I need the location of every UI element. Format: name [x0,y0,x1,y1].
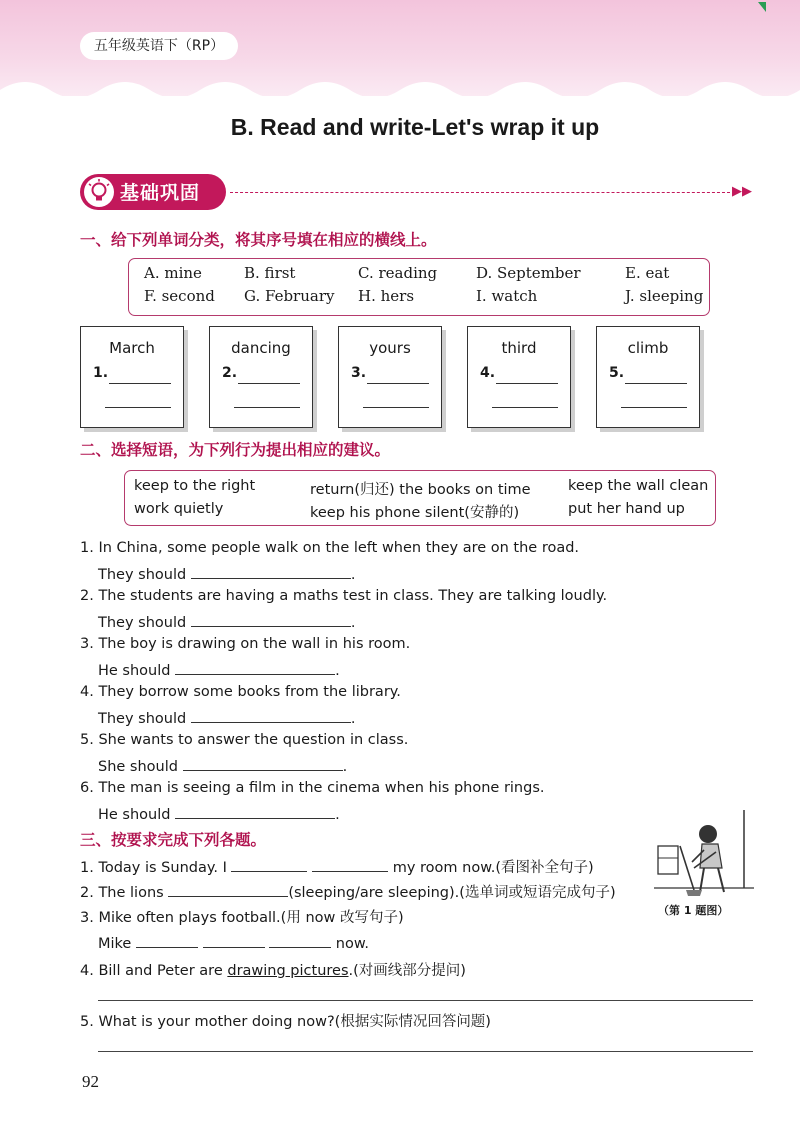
wave-edge [0,60,800,100]
phrase: keep the wall clean [568,478,709,494]
question-hint: .(对画线部分提问) [348,963,466,979]
question-text: 5. What is your mother doing now? [80,1014,335,1030]
answer-blank[interactable] [492,407,558,408]
answer-blank[interactable] [363,407,429,408]
answer-prefix: They should [98,567,187,583]
option: D. September [476,264,581,282]
answer-blank[interactable] [269,933,331,948]
answer-prefix: They should [98,711,187,727]
answer-line: They should . [98,564,355,583]
category-card [596,326,700,428]
answer-blank[interactable] [191,708,351,723]
question-hint: (看图补全句子) [495,860,594,876]
answer-prefix: Mike [98,936,132,952]
answer-line-blank[interactable] [98,1000,753,1001]
answer-blank[interactable] [183,756,343,771]
category-word: third [501,339,537,357]
answer-blank[interactable] [231,857,307,872]
answer-blank[interactable] [621,407,687,408]
phrase: return(归还) the books on time [310,482,531,498]
question: 1. In China, some people walk on the left when they are on the road. [80,540,580,556]
answer-line: She should . [98,756,347,775]
part3-heading: 三、按要求完成下列各题。 [80,831,267,849]
answer-blank[interactable] [625,383,687,384]
phrase: keep to the right [134,478,256,494]
grade-label: 五年级英语下（RP） [80,32,238,60]
question-text: 4. Bill and Peter are [80,963,223,979]
mopping-illustration [650,806,756,902]
page-number: 92 [82,1072,99,1091]
phrase: keep his phone silent(安静的) [310,505,520,521]
question-line [80,856,594,877]
answer-line [98,933,369,952]
question-line [80,959,466,980]
question-hint: (用 now 改写句子) [280,910,404,926]
answer-prefix: They should [98,615,187,631]
category-card [467,326,571,428]
answer-prefix: He should [98,663,171,679]
answer-blank[interactable] [105,407,171,408]
answer-blank[interactable] [203,933,265,948]
option: B. first [244,264,296,282]
answer-line: He should . [98,804,340,823]
question: 6. The man is seeing a film in the cinema when his phone rings. [80,780,545,796]
option: E. eat [625,264,670,282]
answer-blank[interactable] [168,882,288,897]
question: 5. She wants to answer the question in class. [80,732,409,748]
part1-heading: 一、给下列单词分类，将其序号填在相应的横线上。 [80,231,437,249]
category-word: March [109,339,155,357]
answer-suffix: now. [335,936,369,952]
answer-line: They should . [98,612,355,631]
question-text: 2. The lions [80,885,164,901]
option: C. reading [358,264,438,282]
answer-line-blank[interactable] [98,1051,753,1052]
question-text: my room now. [392,860,496,876]
option: A. mine [144,264,202,282]
figure-caption: （第 1 题图） [658,904,729,917]
option: F. second [144,287,215,305]
bulb-icon [84,177,114,207]
question-text: 3. Mike often plays football. [80,910,281,926]
category-card [209,326,313,428]
page-title: B. Read and write-Let's wrap it up [230,114,600,140]
answer-prefix: He should [98,807,171,823]
double-chevron-icon: ▶▶ [732,184,752,199]
category-word: yours [369,339,411,357]
dashed-divider [230,192,730,193]
phrase: put her hand up [568,501,685,517]
question: 2. The students are having a maths test in class. They are talking loudly. [80,588,608,604]
question: 3. The boy is drawing on the wall in his room. [80,636,411,652]
question-line [80,1010,491,1031]
category-number: 5. [609,365,625,381]
category-word: climb [627,339,669,357]
option: G. February [244,287,335,305]
question-text: 1. Today is Sunday. I [80,860,227,876]
option: J. sleeping [625,287,704,305]
part2-heading: 二、选择短语，为下列行为提出相应的建议。 [80,441,391,459]
answer-blank[interactable] [312,857,388,872]
corner-mark [758,2,766,12]
category-card [338,326,442,428]
answer-line: They should . [98,708,355,727]
question-hint: (根据实际情况回答问题) [334,1014,491,1030]
question-text: (sleeping/are sleeping). [288,885,460,901]
category-number: 4. [480,365,496,381]
underlined-phrase: drawing pictures [227,963,349,979]
answer-blank[interactable] [109,383,171,384]
category-number: 3. [351,365,367,381]
question-line [80,906,404,927]
answer-blank[interactable] [496,383,558,384]
answer-line: He should . [98,660,340,679]
section-badge-label: 基础巩固 [120,182,201,204]
option: H. hers [358,287,415,305]
answer-blank[interactable] [238,383,300,384]
answer-blank[interactable] [175,660,335,675]
question-line [80,881,616,902]
answer-blank[interactable] [191,612,351,627]
question-hint: (选单词或短语完成句子) [459,885,616,901]
answer-blank[interactable] [175,804,335,819]
option: I. watch [476,287,538,305]
answer-blank[interactable] [234,407,300,408]
category-word: dancing [231,339,291,357]
question: 4. They borrow some books from the library. [80,684,401,700]
answer-blank[interactable] [367,383,429,384]
answer-blank[interactable] [136,933,198,948]
answer-prefix: She should [98,759,178,775]
category-number: 2. [222,365,238,381]
category-number: 1. [93,365,109,381]
answer-blank[interactable] [191,564,351,579]
phrase: work quietly [134,501,224,517]
category-card [80,326,184,428]
